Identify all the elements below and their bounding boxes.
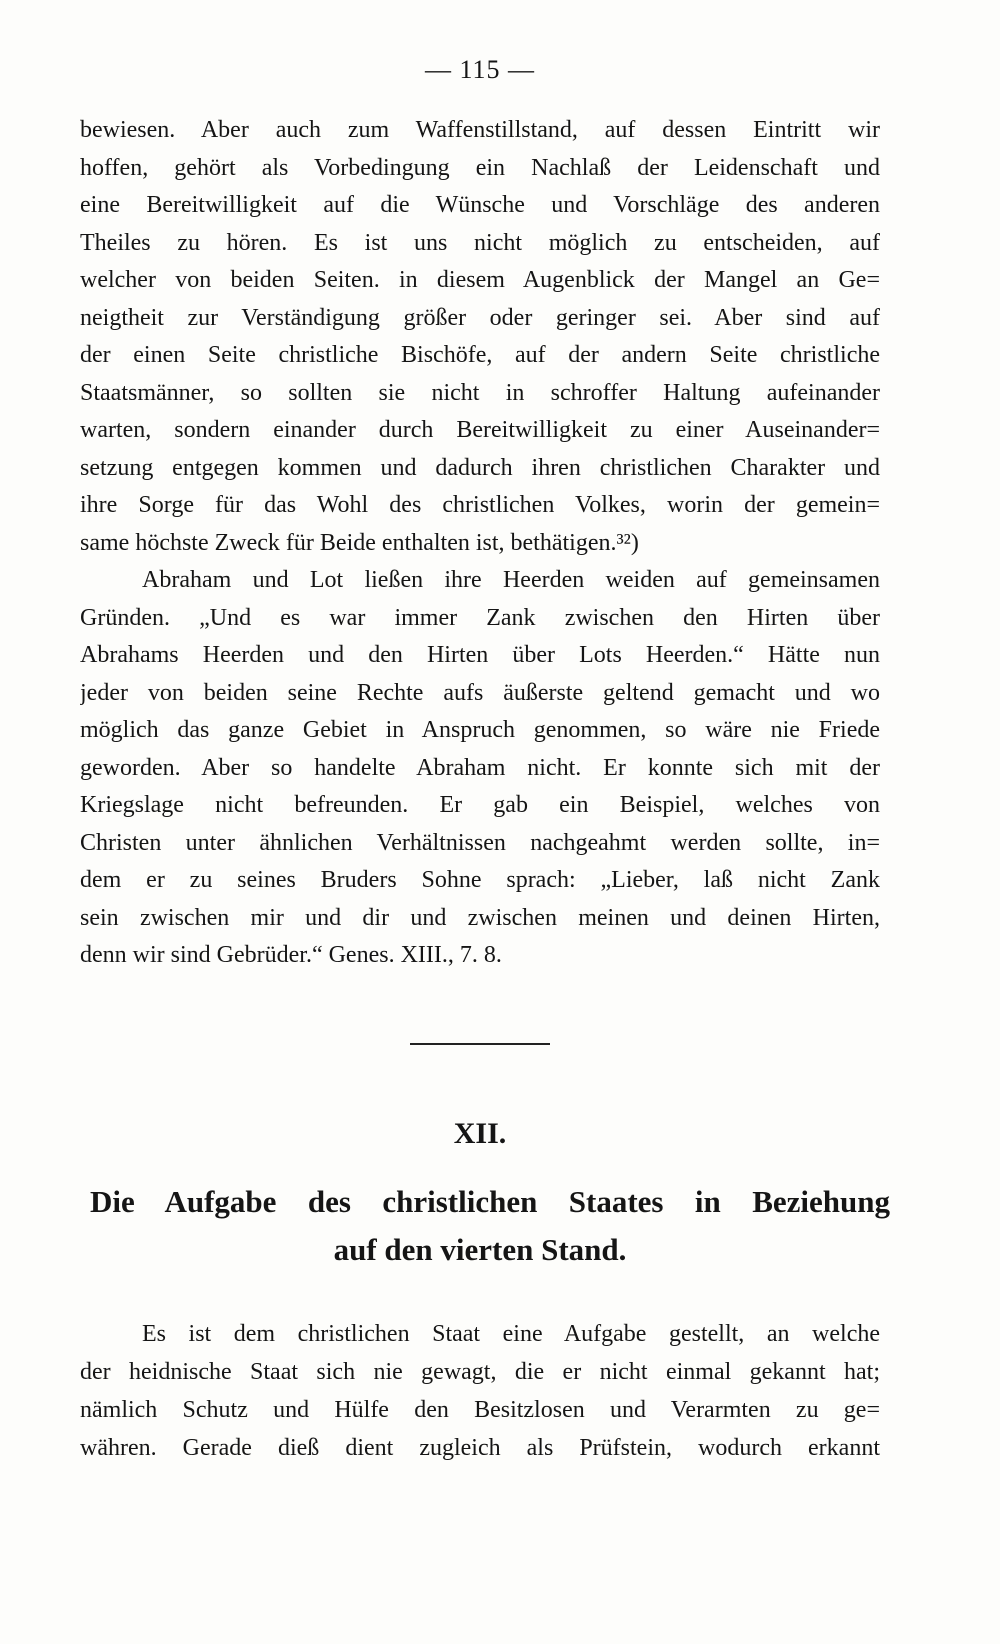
section-divider — [410, 1043, 550, 1045]
text-line: setzung entgegen kommen und dadurch ihren christlichen Charakter und — [80, 454, 880, 481]
text-line: jeder von beiden seine Rechte aufs äußerste geltend gemacht und wo — [80, 679, 880, 706]
section-body — [80, 1315, 880, 1467]
text-line: neigtheit zur Verständigung größer oder geringer sei. Aber sind auf — [80, 304, 880, 331]
text-line: nämlich Schutz und Hülfe den Besitzlosen und Verarmten zu ge= — [80, 1397, 880, 1423]
text-line: Staatsmänner, so sollten sie nicht in schroffer Haltung aufeinander — [80, 379, 880, 406]
text-line: same höchste Zweck für Beide enthalten ist, bethätigen.³²) — [80, 529, 639, 556]
text-line: geworden. Aber so handelte Abraham nicht. Er konnte sich mit der — [80, 754, 880, 781]
text-line: Gründen. „Und es war immer Zank zwischen den Hirten über — [80, 604, 880, 631]
text-line: sein zwischen mir und dir und zwischen meinen und deinen Hirten, — [80, 904, 880, 931]
text-line: Christen unter ähnlichen Verhältnissen nachgeahmt werden sollte, in= — [80, 829, 880, 856]
text-line: Abraham und Lot ließen ihre Heerden weiden auf gemeinsamen — [142, 567, 880, 593]
text-line: der einen Seite christliche Bischöfe, auf der andern Seite christliche — [80, 342, 880, 368]
text-line: Theiles zu hören. Es ist uns nicht möglich zu entscheiden, auf — [80, 229, 880, 256]
text-line: denn wir sind Gebrüder.“ Genes. XIII., 7. 8. — [80, 942, 502, 968]
text-line: bewiesen. Aber auch zum Waffenstillstand, auf dessen Eintritt wir — [80, 117, 880, 143]
text-line: hoffen, gehört als Vorbedingung ein Nachlaß der Leidenschaft und — [80, 154, 880, 181]
page-number: — 115 — — [424, 55, 536, 84]
text-line: Es ist dem christlichen Staat eine Aufgabe gestellt, an welche — [142, 1321, 880, 1347]
section-title — [90, 1178, 890, 1274]
text-line: möglich das ganze Gebiet in Anspruch genommen, so wäre nie Friede — [80, 717, 880, 743]
continued-text — [80, 112, 880, 975]
text-line: währen. Gerade dieß dient zugleich als Prüfstein, wodurch erkannt — [80, 1435, 880, 1461]
section-title-line: auf den vierten Stand. — [333, 1232, 627, 1267]
section-number: XII. — [453, 1117, 507, 1150]
text-line: warten, sondern einander durch Bereitwilligkeit zu einer Auseinander= — [80, 417, 880, 443]
text-line: Abrahams Heerden und den Hirten über Lots Heerden.“ Hätte nun — [80, 642, 880, 668]
text-line: eine Bereitwilligkeit auf die Wünsche und Vorschläge des anderen — [80, 192, 880, 218]
section-title-line: Die Aufgabe des christlichen Staates in Beziehung — [90, 1184, 890, 1219]
text-line: Kriegslage nicht befreunden. Er gab ein Beispiel, welches von — [80, 792, 880, 818]
text-line: dem er zu seines Bruders Sohne sprach: „Lieber, laß nicht Zank — [80, 867, 880, 893]
text-line: welcher von beiden Seiten. in diesem Augenblick der Mangel an Ge= — [80, 267, 880, 293]
text-line: ihre Sorge für das Wohl des christlichen Volkes, worin der gemein= — [80, 492, 880, 518]
text-line: der heidnische Staat sich nie gewagt, die er nicht einmal gekannt hat; — [80, 1359, 880, 1385]
